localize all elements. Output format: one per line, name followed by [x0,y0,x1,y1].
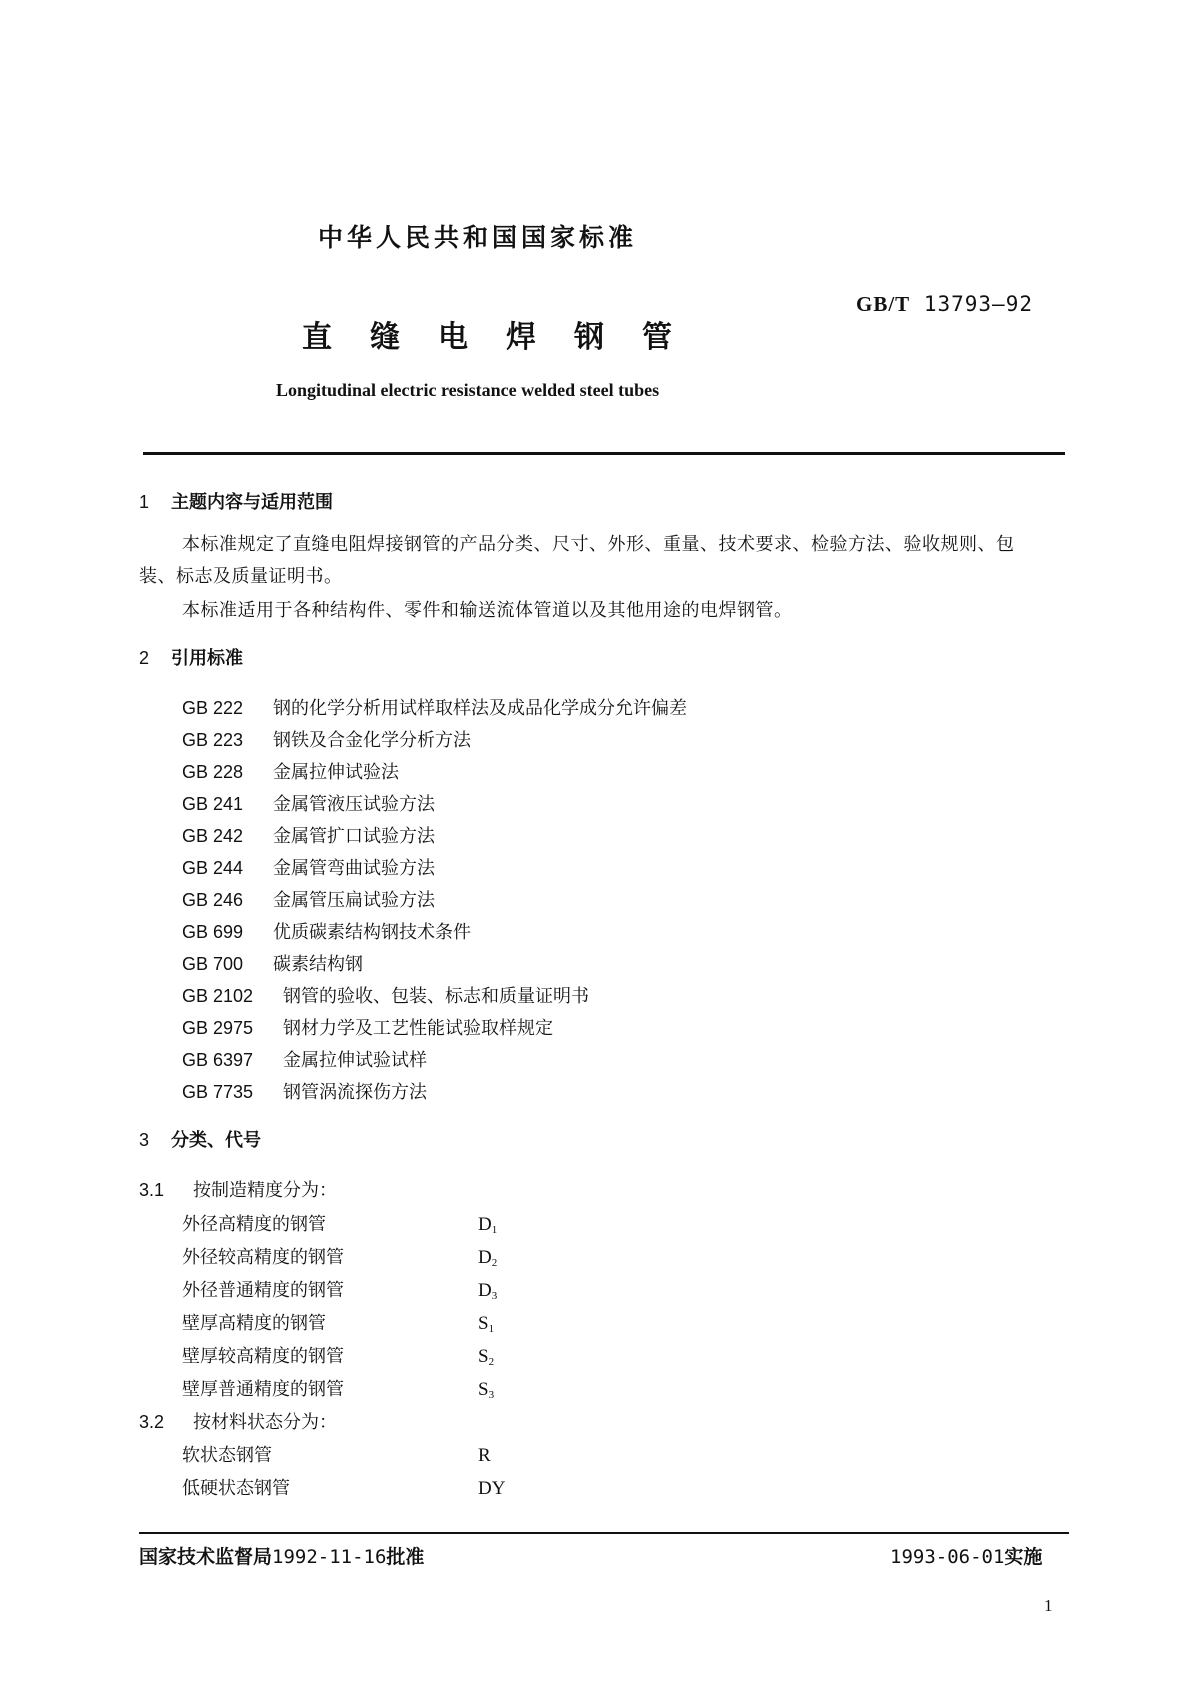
subsection-title: 按材料状态分为： [193,1412,337,1433]
reference-item [182,790,435,816]
reference-title: 钢材力学及工艺性能试验取样规定 [283,1018,553,1039]
reference-code: GB 2102 [182,986,254,1006]
section-number: 1 [139,492,150,512]
reference-item [182,886,435,912]
reference-code: GB 6397 [182,1050,254,1070]
reference-code: GB 222 [182,698,244,718]
reference-item [182,950,363,976]
approving-authority: 国家技术监督局 [139,1546,273,1568]
classification-item [182,1441,491,1467]
document-title-cn: 直缝电焊钢管 [302,320,710,355]
reference-title: 金属管压扁试验方法 [273,890,435,911]
subsection-number: 3.1 [139,1180,165,1200]
section-1-paragraph-1a: 本标准规定了直缝电阻焊接钢管的产品分类、尺寸、外形、重量、技术要求、检验方法、验收规则、包 [182,534,1015,555]
reference-title: 钢管的验收、包装、标志和质量证明书 [283,986,589,1007]
classification-item [182,1342,494,1368]
classification-label: 外径较高精度的钢管 [182,1247,344,1268]
reference-item [182,758,399,784]
reference-item [182,982,589,1008]
classification-label: 壁厚高精度的钢管 [182,1313,326,1334]
section-2-heading [139,644,243,670]
reference-title: 金属拉伸试验试样 [283,1050,427,1071]
section-1-paragraph-2: 本标准适用于各种结构件、零件和输送流体管道以及其他用途的电焊钢管。 [182,600,793,621]
classification-label: 低硬状态钢管 [182,1478,290,1499]
standard-code-number: 13793—92 [923,292,1033,316]
reference-title: 金属管扩口试验方法 [273,826,435,847]
national-standard-heading: 中华人民共和国国家标准 [318,223,638,252]
reference-item [182,694,687,720]
reference-title: 钢铁及合金化学分析方法 [273,730,471,751]
reference-title: 金属管弯曲试验方法 [273,858,435,879]
subsection-number: 3.2 [139,1412,165,1432]
reference-title: 金属管液压试验方法 [273,794,435,815]
page-number: 1 [1044,1596,1053,1615]
reference-code: GB 700 [182,954,244,974]
classification-item [182,1243,497,1269]
classification-item [182,1309,494,1335]
classification-label: 壁厚普通精度的钢管 [182,1379,344,1400]
standard-code [856,292,1033,317]
section-number: 3 [139,1130,150,1150]
approval-line [139,1542,424,1569]
effective-word: 实施 [1004,1546,1043,1568]
reference-title: 优质碳素结构钢技术条件 [273,922,471,943]
classification-code: $S_2$ [478,1346,495,1368]
classification-item [182,1474,505,1500]
footer-divider [139,1532,1069,1534]
reference-title: 钢的化学分析用试样取样法及成品化学成分允许偏差 [273,698,687,719]
reference-code: GB 223 [182,730,244,750]
document-title-en: Longitudinal electric resistance welded steel tubes [276,380,660,400]
classification-code: $D_2$ [478,1247,498,1269]
reference-title: 碳素结构钢 [273,954,363,975]
reference-item [182,726,471,752]
subsection-3-2-heading [139,1408,337,1434]
reference-code: GB 699 [182,922,244,942]
section-3-heading [139,1126,261,1152]
reference-code: GB 246 [182,890,244,910]
classification-item [182,1375,494,1401]
section-1-heading [139,488,333,514]
reference-code: GB 2975 [182,1018,254,1038]
effective-line [890,1542,1042,1569]
section-number: 2 [139,648,150,668]
reference-item [182,854,435,880]
subsection-3-1-heading [139,1176,337,1202]
section-title: 引用标准 [171,648,243,669]
classification-label: 软状态钢管 [182,1445,272,1466]
classification-item [182,1276,497,1302]
effective-date: 1993-06-01 [890,1546,1005,1568]
reference-item [182,1046,427,1072]
classification-label: 外径高精度的钢管 [182,1214,326,1235]
classification-code: $D_1$ [478,1214,498,1236]
reference-code: GB 241 [182,794,244,814]
classification-item [182,1210,497,1236]
classification-code: $S_1$ [478,1313,495,1335]
approval-date: 1992-11-16 [272,1546,387,1568]
reference-code: GB 242 [182,826,244,846]
section-1-paragraph-1b: 装、标志及质量证明书。 [139,566,343,587]
subsection-title: 按制造精度分为： [193,1180,337,1201]
reference-item [182,918,471,944]
classification-code: $S_3$ [478,1379,495,1401]
classification-code: DY [478,1478,506,1499]
section-title: 主题内容与适用范围 [171,492,333,513]
reference-title: 金属拉伸试验法 [273,762,399,783]
classification-label: 壁厚较高精度的钢管 [182,1346,344,1367]
approval-word: 批准 [386,1546,425,1568]
reference-item [182,822,435,848]
reference-item [182,1078,427,1104]
reference-item [182,1014,553,1040]
section-title: 分类、代号 [171,1130,261,1151]
classification-label: 外径普通精度的钢管 [182,1280,344,1301]
reference-title: 钢管涡流探伤方法 [283,1082,427,1103]
reference-code: GB 228 [182,762,244,782]
reference-code: GB 7735 [182,1082,254,1102]
classification-code: $D_3$ [478,1280,498,1302]
standard-code-prefix: GB/T [856,292,911,316]
header-divider [143,452,1065,455]
reference-code: GB 244 [182,858,244,878]
classification-code: R [478,1445,491,1466]
